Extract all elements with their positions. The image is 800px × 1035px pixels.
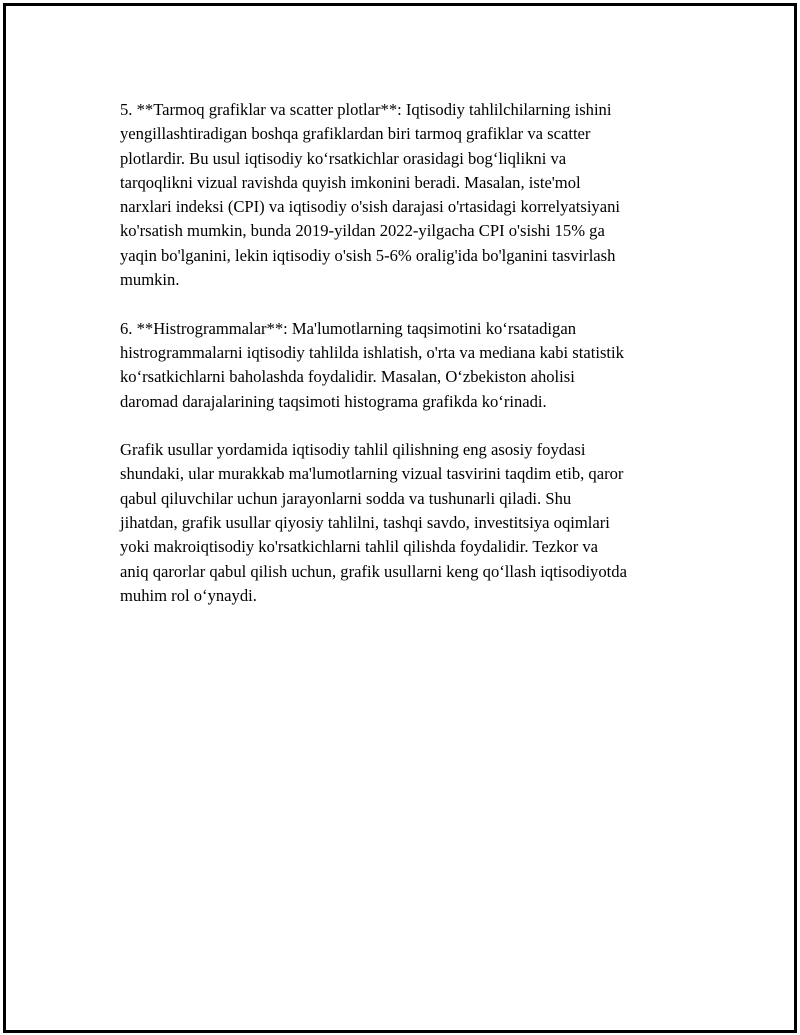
paragraph-conclusion	[120, 438, 700, 608]
text-line: jihatdan, grafik usullar qiyosiy tahlilni, tashqi savdo, investitsiya oqimlari	[120, 513, 610, 533]
text-line: qabul qiluvchilar uchun jarayonlarni sodda va tushunarli qiladi. Shu	[120, 488, 572, 508]
text-line: ko‘rsatkichlarni baholashda foydalidir. Masalan, O‘zbekiston aholisi	[120, 367, 575, 387]
text-line: aniq qarorlar qabul qilish uchun, grafik usullarni keng qo‘llash iqtisodiyotda	[120, 561, 627, 581]
text-line: histrogrammalarni iqtisodiy tahlilda ishlatish, o'rta va mediana kabi statistik	[120, 342, 624, 362]
text-line: Grafik usullar yordamida iqtisodiy tahlil qilishning eng asosiy foydasi	[120, 440, 586, 460]
text-line: yoki makroiqtisodiy ko'rsatkichlarni tahlil qilishda foydalidir. Tezkor va	[120, 537, 599, 557]
text-line: shundaki, ular murakkab ma'lumotlarning vizual tasvirini taqdim etib, qaror	[120, 464, 624, 484]
text-line: muhim rol o‘ynaydi.	[120, 585, 257, 605]
text-line: 5. **Tarmoq grafiklar va scatter plotlar**: Iqtisodiy tahlilchilarning ishini	[120, 100, 612, 119]
text-line: daromad darajalarining taqsimoti histograma grafikda ko‘rinadi.	[120, 391, 547, 411]
text-line: ko'rsatish mumkin, bunda 2019-yildan 2022-yilgacha CPI o'sishi 15% ga	[120, 221, 605, 241]
text-line: mumkin.	[120, 270, 180, 290]
text-line: 6. **Histrogrammalar**: Ma'lumotlarning taqsimotini ko‘rsatadigan	[120, 318, 577, 338]
text-line: tarqoqlikni vizual ravishda quyish imkonini beradi. Masalan, iste'mol	[120, 172, 581, 192]
text-line: plotlardir. Bu usul iqtisodiy ko‘rsatkichlar orasidagi bog‘liqlikni va	[120, 148, 567, 168]
paragraph-histograms	[120, 317, 700, 414]
text-line: yaqin bo'lganini, lekin iqtisodiy o'sish 5-6% oralig'ida bo'lganini tasvirlash	[120, 245, 616, 265]
paragraph-network-scatter	[120, 98, 700, 292]
document-body	[120, 98, 700, 633]
text-line: yengillashtiradigan boshqa grafiklardan biri tarmoq grafiklar va scatter	[120, 124, 591, 144]
text-line: narxlari indeksi (CPI) va iqtisodiy o'sish darajasi o'rtasidagi korrelyatsiyani	[120, 197, 621, 217]
document-page	[3, 3, 797, 1033]
